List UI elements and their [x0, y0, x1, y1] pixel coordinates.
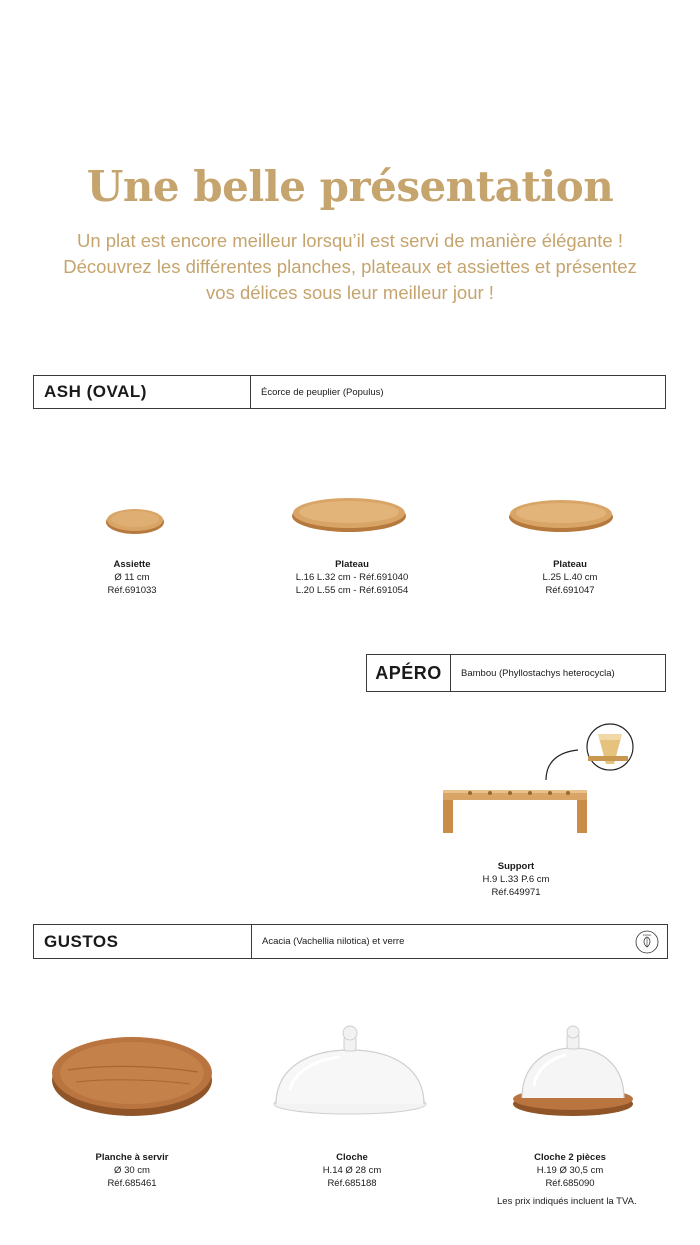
product-detail: H.19 Ø 30,5 cm: [536, 1165, 604, 1176]
product-name: Plateau: [553, 559, 587, 570]
product-caption: [262, 558, 442, 597]
bamboo-support-image: [440, 786, 590, 836]
product-detail: Ø 11 cm: [114, 572, 150, 583]
product-detail: Réf.685188: [327, 1178, 377, 1189]
product-detail: Réf.691047: [545, 585, 595, 596]
product-caption: [446, 860, 586, 899]
product-detail: H.9 L.33 P.6 cm: [482, 874, 550, 885]
product-name: Support: [497, 861, 535, 872]
product-caption: [62, 558, 202, 597]
product-detail: Ø 30 cm: [114, 1165, 150, 1176]
product-name: Cloche: [336, 1152, 368, 1163]
oval-tray-large-image: [505, 492, 617, 536]
casa-badge-icon: [635, 930, 659, 954]
glass-cloche-image: [270, 1020, 430, 1120]
product-caption: [282, 1151, 422, 1190]
oval-plate-small-image: [100, 502, 170, 538]
acacia-serving-board-image: [48, 1026, 216, 1120]
product-detail: L.16 L.32 cm - Réf.691040: [295, 572, 409, 583]
section-name: APÉRO: [367, 655, 451, 691]
product-caption: [500, 1151, 640, 1190]
product-detail: L.25 L.40 cm: [542, 572, 598, 583]
page-title: Une belle présentation: [86, 162, 614, 211]
section-name: GUSTOS: [34, 925, 252, 958]
cloche-two-piece-image: [508, 1024, 638, 1120]
product-detail: Réf.685090: [545, 1178, 595, 1189]
section-material: Acacia (Vachellia nilotica) et verre: [262, 936, 405, 947]
product-caption: [62, 1151, 202, 1190]
intro-text: [40, 228, 660, 306]
section-band-gustos: [33, 924, 668, 959]
product-name: Plateau: [335, 559, 369, 570]
product-name: Assiette: [113, 559, 151, 570]
product-name: Planche à servir: [95, 1152, 169, 1163]
product-name: Cloche 2 pièces: [534, 1152, 606, 1163]
product-detail: H.14 Ø 28 cm: [322, 1165, 382, 1176]
detail-callout-line: [538, 722, 638, 784]
intro-line: vos délices sous leur meilleur jour !: [206, 282, 494, 303]
intro-line: Découvrez les différentes planches, plateaux et assiettes et présentez: [63, 256, 637, 277]
product-caption: [500, 558, 640, 597]
section-band-ash: [33, 375, 666, 409]
vat-note: Les prix indiqués incluent la TVA.: [497, 1196, 637, 1207]
product-detail: Réf.685461: [107, 1178, 157, 1189]
oval-tray-medium-image: [288, 490, 410, 536]
section-material: Écorce de peuplier (Populus): [261, 386, 384, 398]
section-name: ASH (OVAL): [34, 376, 251, 408]
section-material: Bambou (Phyllostachys heterocycla): [461, 667, 615, 679]
product-detail: L.20 L.55 cm - Réf.691054: [295, 585, 409, 596]
badge-text: CASA: [642, 933, 652, 937]
section-band-apero: [366, 654, 666, 692]
intro-line: Un plat est encore meilleur lorsqu’il est servi de manière élégante !: [76, 230, 624, 251]
product-detail: Réf.691033: [107, 585, 157, 596]
product-detail: Réf.649971: [491, 887, 541, 898]
